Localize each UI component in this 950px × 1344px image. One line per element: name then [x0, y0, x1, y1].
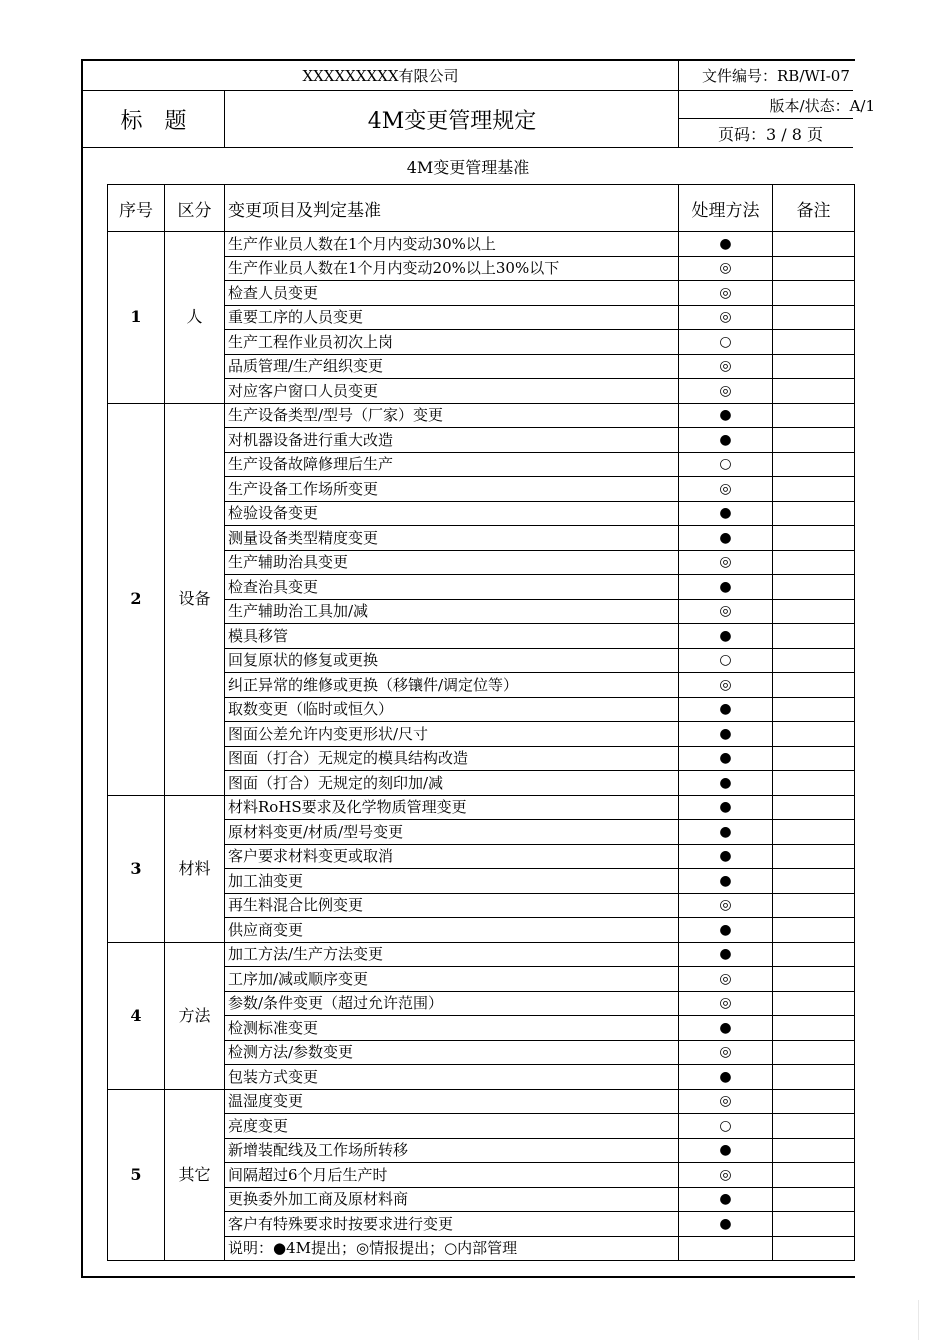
change-item: 客户有特殊要求时按要求进行变更 [225, 1212, 679, 1237]
4m-standard-table [107, 184, 855, 1261]
change-item: 原材料变更/材质/型号变更 [225, 820, 679, 845]
change-item: 更换委外加工商及原材料商 [225, 1187, 679, 1212]
handling-method: ● [679, 1065, 773, 1090]
change-item: 加工油变更 [225, 869, 679, 894]
remark-cell [773, 771, 855, 796]
remark-cell [773, 1138, 855, 1163]
remark-cell [773, 1236, 855, 1261]
divider [678, 118, 853, 119]
change-item: 包装方式变更 [225, 1065, 679, 1090]
handling-method: ○ [679, 330, 773, 355]
handling-method: ● [679, 697, 773, 722]
remark-cell [773, 379, 855, 404]
handling-method: ● [679, 501, 773, 526]
change-item: 供应商变更 [225, 918, 679, 943]
change-item: 生产设备类型/型号（厂家）变更 [225, 403, 679, 428]
change-item: 检测标准变更 [225, 1016, 679, 1041]
column-header-category: 区分 [165, 185, 225, 232]
group-category: 设备 [165, 403, 225, 795]
handling-method: ● [679, 820, 773, 845]
group-category: 其它 [165, 1089, 225, 1261]
handling-method: ● [679, 844, 773, 869]
handling-method: ● [679, 1016, 773, 1041]
handling-method: ● [679, 428, 773, 453]
remark-cell [773, 232, 855, 257]
handling-method: ◎ [679, 1040, 773, 1065]
change-item: 测量设备类型精度变更 [225, 526, 679, 551]
group-number: 3 [108, 795, 165, 942]
change-item: 生产设备工作场所变更 [225, 477, 679, 502]
remark-cell [773, 795, 855, 820]
change-item: 间隔超过6个月后生产时 [225, 1163, 679, 1188]
change-item: 检测方法/参数变更 [225, 1040, 679, 1065]
change-item: 图面（打合）无规定的刻印加/减 [225, 771, 679, 796]
change-item: 生产工程作业员初次上岗 [225, 330, 679, 355]
remark-cell [773, 746, 855, 771]
remark-cell [773, 403, 855, 428]
change-item: 参数/条件变更（超过允许范围） [225, 991, 679, 1016]
handling-method: ● [679, 1212, 773, 1237]
change-item: 纠正异常的维修或更换（移镶件/调定位等） [225, 673, 679, 698]
handling-method: ◎ [679, 599, 773, 624]
handling-method: ● [679, 771, 773, 796]
remark-cell [773, 256, 855, 281]
remark-cell [773, 550, 855, 575]
doc-number: 文件编号：RB/WI-07 [702, 67, 850, 85]
handling-method: ◎ [679, 477, 773, 502]
change-item: 温湿度变更 [225, 1089, 679, 1114]
remark-cell [773, 526, 855, 551]
handling-method: ◎ [679, 379, 773, 404]
remark-cell [773, 697, 855, 722]
column-header-no: 序号 [108, 185, 165, 232]
table-row [108, 403, 855, 428]
handling-method: ● [679, 918, 773, 943]
remark-cell [773, 648, 855, 673]
column-header-remark: 备注 [773, 185, 855, 232]
handling-method: ● [679, 942, 773, 967]
handling-method: ◎ [679, 893, 773, 918]
handling-method: ● [679, 232, 773, 257]
handling-method: ● [679, 624, 773, 649]
group-category: 方法 [165, 942, 225, 1089]
handling-method: ◎ [679, 967, 773, 992]
divider [224, 90, 225, 147]
handling-method: ◎ [679, 305, 773, 330]
remark-cell [773, 354, 855, 379]
handling-method: ◎ [679, 281, 773, 306]
remark-cell [773, 281, 855, 306]
table-row [108, 942, 855, 967]
page-title: 4M变更管理规定 [367, 109, 537, 134]
change-item: 亮度变更 [225, 1114, 679, 1139]
remark-cell [773, 452, 855, 477]
change-item: 客户要求材料变更或取消 [225, 844, 679, 869]
title-label: 标 题 [120, 109, 187, 134]
table-body [108, 232, 855, 1261]
change-item: 重要工序的人员变更 [225, 305, 679, 330]
handling-method: ○ [679, 648, 773, 673]
change-item: 新增装配线及工作场所转移 [225, 1138, 679, 1163]
group-number: 1 [108, 232, 165, 404]
remark-cell [773, 330, 855, 355]
group-category: 人 [165, 232, 225, 404]
remark-cell [773, 1065, 855, 1090]
change-item: 检验设备变更 [225, 501, 679, 526]
handling-method: ● [679, 526, 773, 551]
remark-cell [773, 1163, 855, 1188]
handling-method: ● [679, 1138, 773, 1163]
handling-method: ● [679, 1187, 773, 1212]
remark-cell [773, 1089, 855, 1114]
change-item: 品质管理/生产组织变更 [225, 354, 679, 379]
change-item: 生产辅助治具变更 [225, 550, 679, 575]
remark-cell [773, 1212, 855, 1237]
remark-cell [773, 624, 855, 649]
change-item: 图面公差允许内变更形状/尺寸 [225, 722, 679, 747]
change-item: 模具移管 [225, 624, 679, 649]
change-item: 加工方法/生产方法变更 [225, 942, 679, 967]
remark-cell [773, 722, 855, 747]
handling-method: ○ [679, 1114, 773, 1139]
change-item: 生产辅助治工具加/减 [225, 599, 679, 624]
company-name: XXXXXXXXX有限公司 [302, 67, 459, 85]
handling-method: ◎ [679, 673, 773, 698]
change-item: 对应客户窗口人员变更 [225, 379, 679, 404]
change-item: 说明：●4M提出；◎情报提出；○内部管理 [225, 1236, 679, 1261]
handling-method: ● [679, 746, 773, 771]
remark-cell [773, 844, 855, 869]
group-number: 4 [108, 942, 165, 1089]
table-row [108, 232, 855, 257]
change-item: 检查治具变更 [225, 575, 679, 600]
handling-method: ◎ [679, 1163, 773, 1188]
handling-method: ◎ [679, 354, 773, 379]
version-status: 版本/状态：A/1 [769, 96, 875, 115]
handling-method [679, 1236, 773, 1261]
change-item: 回复原状的修复或更换 [225, 648, 679, 673]
remark-cell [773, 501, 855, 526]
group-number: 2 [108, 403, 165, 795]
group-category: 材料 [165, 795, 225, 942]
handling-method: ◎ [679, 991, 773, 1016]
divider [678, 59, 679, 147]
table-row [108, 1089, 855, 1114]
change-item: 材料RoHS要求及化学物质管理变更 [225, 795, 679, 820]
remark-cell [773, 1114, 855, 1139]
remark-cell [773, 599, 855, 624]
change-item: 生产作业员人数在1个月内变动20%以上30%以下 [225, 256, 679, 281]
handling-method: ◎ [679, 1089, 773, 1114]
divider [81, 90, 853, 91]
table-row [108, 795, 855, 820]
change-item: 取数变更（临时或恒久） [225, 697, 679, 722]
remark-cell [773, 428, 855, 453]
remark-cell [773, 1040, 855, 1065]
column-header-method: 处理方法 [679, 185, 773, 232]
scan-edge [918, 1300, 919, 1340]
handling-method: ● [679, 795, 773, 820]
remark-cell [773, 1016, 855, 1041]
remark-cell [773, 869, 855, 894]
handling-method: ● [679, 869, 773, 894]
handling-method: ○ [679, 452, 773, 477]
handling-method: ● [679, 575, 773, 600]
handling-method: ● [679, 722, 773, 747]
handling-method: ◎ [679, 256, 773, 281]
remark-cell [773, 575, 855, 600]
remark-cell [773, 918, 855, 943]
remark-cell [773, 893, 855, 918]
change-item: 生产作业员人数在1个月内变动30%以上 [225, 232, 679, 257]
change-item: 图面（打合）无规定的模具结构改造 [225, 746, 679, 771]
table-header-row [108, 185, 855, 232]
remark-cell [773, 967, 855, 992]
change-item: 对机器设备进行重大改造 [225, 428, 679, 453]
remark-cell [773, 942, 855, 967]
group-number: 5 [108, 1089, 165, 1261]
change-item: 工序加/减或顺序变更 [225, 967, 679, 992]
remark-cell [773, 1187, 855, 1212]
divider [81, 147, 853, 148]
table-caption: 4M变更管理基准 [406, 157, 530, 177]
remark-cell [773, 673, 855, 698]
change-item: 生产设备故障修理后生产 [225, 452, 679, 477]
change-item: 再生料混合比例变更 [225, 893, 679, 918]
handling-method: ◎ [679, 550, 773, 575]
column-header-item: 变更项目及判定基准 [225, 185, 679, 232]
remark-cell [773, 991, 855, 1016]
change-item: 检查人员变更 [225, 281, 679, 306]
page-number: 页码：3 / 8 页 [718, 125, 824, 144]
remark-cell [773, 820, 855, 845]
handling-method: ● [679, 403, 773, 428]
remark-cell [773, 305, 855, 330]
remark-cell [773, 477, 855, 502]
